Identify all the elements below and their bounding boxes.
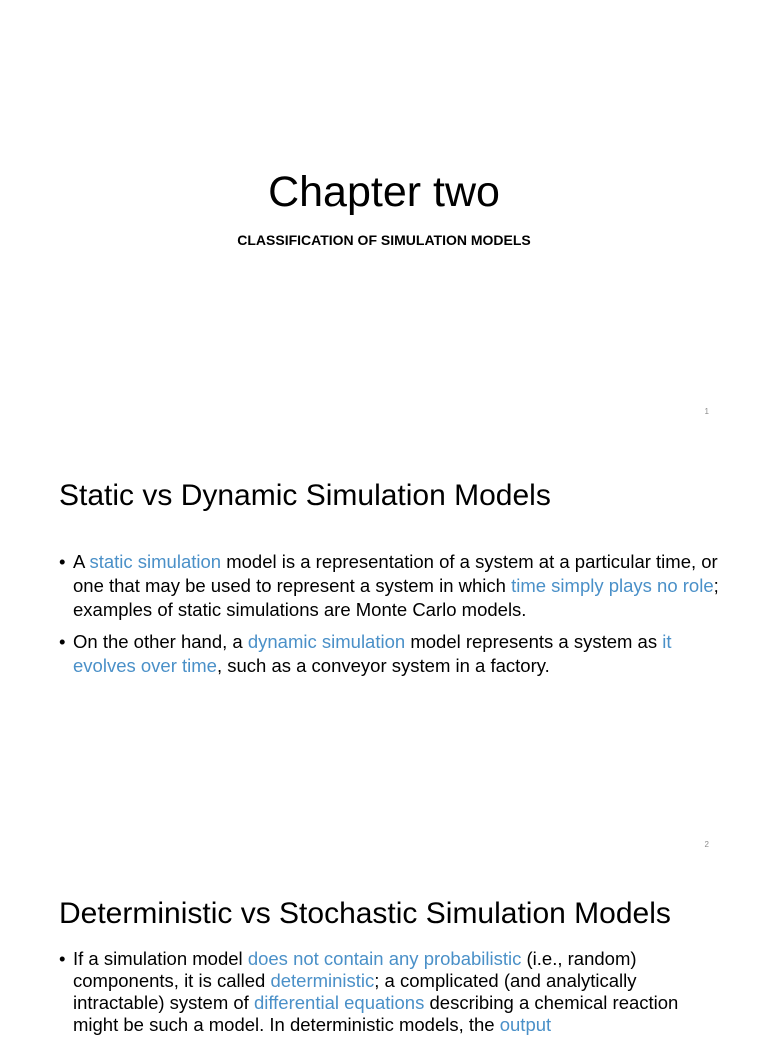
slide-3-bullet-list <box>59 948 719 1044</box>
text-run: describing a chemical reaction might be such a model. In deterministic models, the <box>73 992 679 1035</box>
text-run: On the other hand, a <box>73 631 248 652</box>
slide-3 <box>0 864 768 1035</box>
bullet-dot: • <box>59 948 66 969</box>
text-run: model is a representation of a system at a particular time, or one that may be used to represent a system in which <box>73 551 718 596</box>
slide-3-heading: Deterministic vs Stochastic Simulation Models <box>59 897 671 930</box>
bullet-dot: • <box>59 551 66 572</box>
text-run: , such as a conveyor system in a factory. <box>216 655 550 676</box>
chapter-subtitle: CLASSIFICATION OF SIMULATION MODELS <box>237 232 531 248</box>
bullet-item-deterministic <box>59 948 719 1036</box>
slide-2 <box>0 432 768 864</box>
text-run: model represents a system as <box>405 631 663 652</box>
text-run: ; a complicated (and analytically intractable) system of <box>73 970 637 1013</box>
chapter-title: Chapter two <box>268 168 500 216</box>
bullet-dot: • <box>59 631 66 652</box>
highlight-no-probabilistic: does not contain any probabilistic <box>247 948 522 969</box>
slide-2-heading: Static vs Dynamic Simulation Models <box>59 479 551 512</box>
text-run: A <box>73 551 90 572</box>
bullet-item-static <box>59 550 719 622</box>
highlight-static-simulation: static simulation <box>89 551 222 572</box>
highlight-output: output <box>499 1014 552 1035</box>
bullet-item-dynamic <box>59 630 719 678</box>
slide-1 <box>0 0 768 432</box>
highlight-time-no-role: time simply plays no role <box>511 575 714 596</box>
slide-number-1: 1 <box>704 407 709 416</box>
highlight-deterministic: deterministic <box>270 970 375 991</box>
highlight-differential-equations: differential equations <box>253 992 425 1013</box>
text-run: If a simulation model <box>73 948 248 969</box>
highlight-evolves-over-time: it evolves over time <box>73 631 672 676</box>
highlight-dynamic-simulation: dynamic simulation <box>247 631 406 652</box>
text-run: (i.e., random) components, it is called <box>73 948 637 991</box>
slide-2-bullet-list <box>59 550 719 686</box>
text-run: ; examples of static simulations are Monte Carlo models. <box>73 575 719 620</box>
slide-number-2: 2 <box>704 840 709 849</box>
